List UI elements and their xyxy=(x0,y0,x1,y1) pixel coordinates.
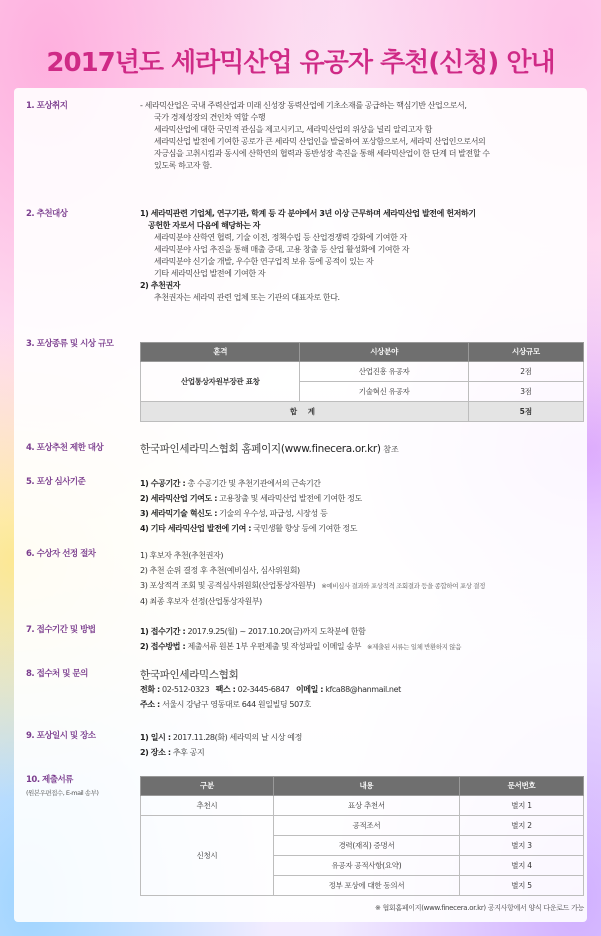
table-cell: 3점 xyxy=(468,382,583,402)
item-label: 1) 수공기간 : xyxy=(140,479,186,488)
table-cell: 유공자 공적사항(요약) xyxy=(273,856,459,876)
email-address[interactable]: kfca88@hanmail.net xyxy=(325,685,401,694)
phone-number: 02-512-0323 xyxy=(162,685,210,694)
process-step: 2) 추천 순위 결정 후 추천(예비심사, 심사위원회) xyxy=(140,566,300,575)
table-cell: 5점 xyxy=(468,402,583,422)
table-row xyxy=(141,816,584,836)
table-cell: 산업통상자원부장관 표창 xyxy=(141,362,300,402)
contact-label: 팩스 : xyxy=(215,685,236,694)
text-line: 세라믹분야 사업 추진을 통해 매출 증대, 고용 창출 등 산업 활성화에 기여한 자 xyxy=(154,245,410,254)
section-heading: 2. 추천대상 xyxy=(26,209,68,219)
documents-table xyxy=(140,776,584,896)
process-step: 1) 후보자 추천(추천권자) xyxy=(140,551,224,560)
item-label: 1) 일시 : xyxy=(140,733,171,742)
item-text: 국민생활 향상 등에 기여한 정도 xyxy=(253,524,358,533)
table-cell: 2점 xyxy=(468,362,583,382)
text-line: - 세라믹산업은 국내 주력산업과 미래 신성장 동력산업에 기초소재를 공급하는 핵심기반 산업으로서, xyxy=(140,101,467,110)
contact-label: 주소 : xyxy=(140,700,160,709)
table-cell: 신청시 xyxy=(141,816,274,896)
section-heading: 5. 포상 심사기준 xyxy=(26,477,86,487)
text-line: 공헌한 자로서 다음에 해당하는 자 xyxy=(148,221,261,230)
table-cell: 공적조서 xyxy=(273,816,459,836)
table-total-row xyxy=(141,402,584,422)
text-line: 세라믹산업 발전에 기여한 공로가 큰 세라믹 산업인을 발굴하여 포상함으로서, 세라믹 산업인으로서의 xyxy=(154,137,486,146)
item-label: 2) 장소 : xyxy=(140,748,171,757)
address: 서울시 강남구 영동대로 644 원일빌딩 507호 xyxy=(162,700,311,709)
table-cell: 별지 5 xyxy=(459,876,583,896)
download-footnote: ※ 협회홈페이지(www.finecera.or.kr) 공지사항에서 양식 다운로드 가능 xyxy=(374,904,584,912)
table-cell: 정부 포상에 대한 동의서 xyxy=(273,876,459,896)
fax-number: 02-3445-6847 xyxy=(237,685,290,694)
section-heading: 3. 포상종류 및 시상 규모 xyxy=(26,339,114,349)
table-cell: 추천시 xyxy=(141,796,274,816)
text-line: 기타 세라믹산업 발전에 기여한 자 xyxy=(154,269,266,278)
table-cell: 기술혁신 유공자 xyxy=(300,382,468,402)
item-text: 2017.9.25(월) ~ 2017.10.20(금)까지 도착분에 한함 xyxy=(187,627,366,636)
award-table xyxy=(140,342,584,422)
item-label: 3) 세라믹기술 혁신도 : xyxy=(140,509,218,518)
item-text: 제출서류 원본 1부 우편제출 및 작성파일 이메일 송부 xyxy=(187,642,362,651)
item-label: 2) 접수방법 : xyxy=(140,642,186,651)
text-line: 세라믹산업에 대한 국민적 관심을 제고시키고, 세라믹산업의 위상을 널리 알리고자 함 xyxy=(154,125,432,134)
table-cell: 별지 4 xyxy=(459,856,583,876)
page-title: 2017년도 세라믹산업 유공자 추천(신청) 안내 xyxy=(46,48,555,78)
section-heading: 4. 포상추천 제한 대상 xyxy=(26,443,104,453)
item-text: 고용창출 및 세라믹산업 발전에 기여한 정도 xyxy=(219,494,362,503)
text-suffix: 참조 xyxy=(383,445,399,454)
table-row xyxy=(141,796,584,816)
text-line: 세라믹분야 신기술 개발, 우수한 연구업적 보유 등에 공적이 있는 자 xyxy=(154,257,374,266)
section-heading: 8. 접수처 및 문의 xyxy=(26,669,88,679)
section-heading: 7. 접수기간 및 방법 xyxy=(26,625,96,635)
process-step: 4) 최종 후보자 선정(산업통상자원부) xyxy=(140,597,262,606)
text-line: 자긍심을 고취시킴과 동시에 산학연의 협력과 동반성장 촉진을 통해 세라믹산업이 한 단계 더 발전할 수 xyxy=(154,149,490,158)
section-heading: 1. 포상취지 xyxy=(26,101,68,111)
item-label: 2) 세라믹산업 기여도 : xyxy=(140,494,218,503)
section-heading: 9. 포상일시 및 장소 xyxy=(26,731,96,741)
section-heading: 10. 제출서류 xyxy=(26,775,73,785)
table-cell: 별지 1 xyxy=(459,796,583,816)
contact-label: 전화 : xyxy=(140,685,160,694)
table-cell: 경력(재직) 증명서 xyxy=(273,836,459,856)
table-cell: 합 계 xyxy=(141,402,469,422)
org-name: 한국파인세라믹스협회 xyxy=(140,669,239,681)
section-subheading: (원본우편접수, E-mail 송부) xyxy=(26,789,99,797)
table-cell: 별지 2 xyxy=(459,816,583,836)
table-header: 훈격 xyxy=(141,343,300,362)
item-text: 추후 공지 xyxy=(172,748,205,757)
item-text: 기술의 우수성, 파급성, 시장성 등 xyxy=(219,509,328,518)
text-line: 추천권자는 세라믹 관련 업체 또는 기관의 대표자로 한다. xyxy=(154,293,340,302)
item-label: 4) 기타 세라믹산업 발전에 기여 : xyxy=(140,524,252,533)
contact-label: 이메일 : xyxy=(295,685,324,694)
process-note: ※예비심사 결과와 포상적격 조회결과 등을 종합하여 포상 결정 xyxy=(321,582,485,590)
table-header: 구분 xyxy=(141,777,274,796)
item-label: 1) 접수기간 : xyxy=(140,627,186,636)
text-line: 2) 추천권자 xyxy=(140,281,181,290)
table-header: 시상분야 xyxy=(300,343,468,362)
table-header: 시상규모 xyxy=(468,343,583,362)
item-text: 2017.11.28(화) 세라믹의 날 시상 예정 xyxy=(172,733,302,742)
table-header: 문서번호 xyxy=(459,777,583,796)
submission-note: ※제출된 서류는 일체 반환하지 않음 xyxy=(367,643,462,651)
table-cell: 표상 추천서 xyxy=(273,796,459,816)
table-cell: 산업진흥 유공자 xyxy=(300,362,468,382)
table-header: 내용 xyxy=(273,777,459,796)
text-line: 국가 경제성장의 견인차 역할 수행 xyxy=(154,113,266,122)
section-heading: 6. 수상자 선정 절차 xyxy=(26,549,96,559)
table-row xyxy=(141,362,584,382)
item-text: 총 수공기간 및 추천기관에서의 근속기간 xyxy=(187,479,321,488)
table-cell: 별지 3 xyxy=(459,836,583,856)
process-step: 3) 포상적격 조회 및 공적심사위원회(산업통상자원부) xyxy=(140,581,316,590)
text-line: 1) 세라믹관련 기업체, 연구기관, 학계 등 각 분야에서 3년 이상 근무하며 세라믹산업 발전에 헌저하기 xyxy=(140,209,476,218)
text-line: 세라믹분야 산학연 협력, 기술 이전, 정책수립 등 산업경쟁력 강화에 기여한 자 xyxy=(154,233,407,242)
text-line: 있도록 하고자 함. xyxy=(154,161,212,170)
website-reference: 한국파인세라믹스협회 홈페이지(www.finecera.or.kr) xyxy=(140,443,381,455)
